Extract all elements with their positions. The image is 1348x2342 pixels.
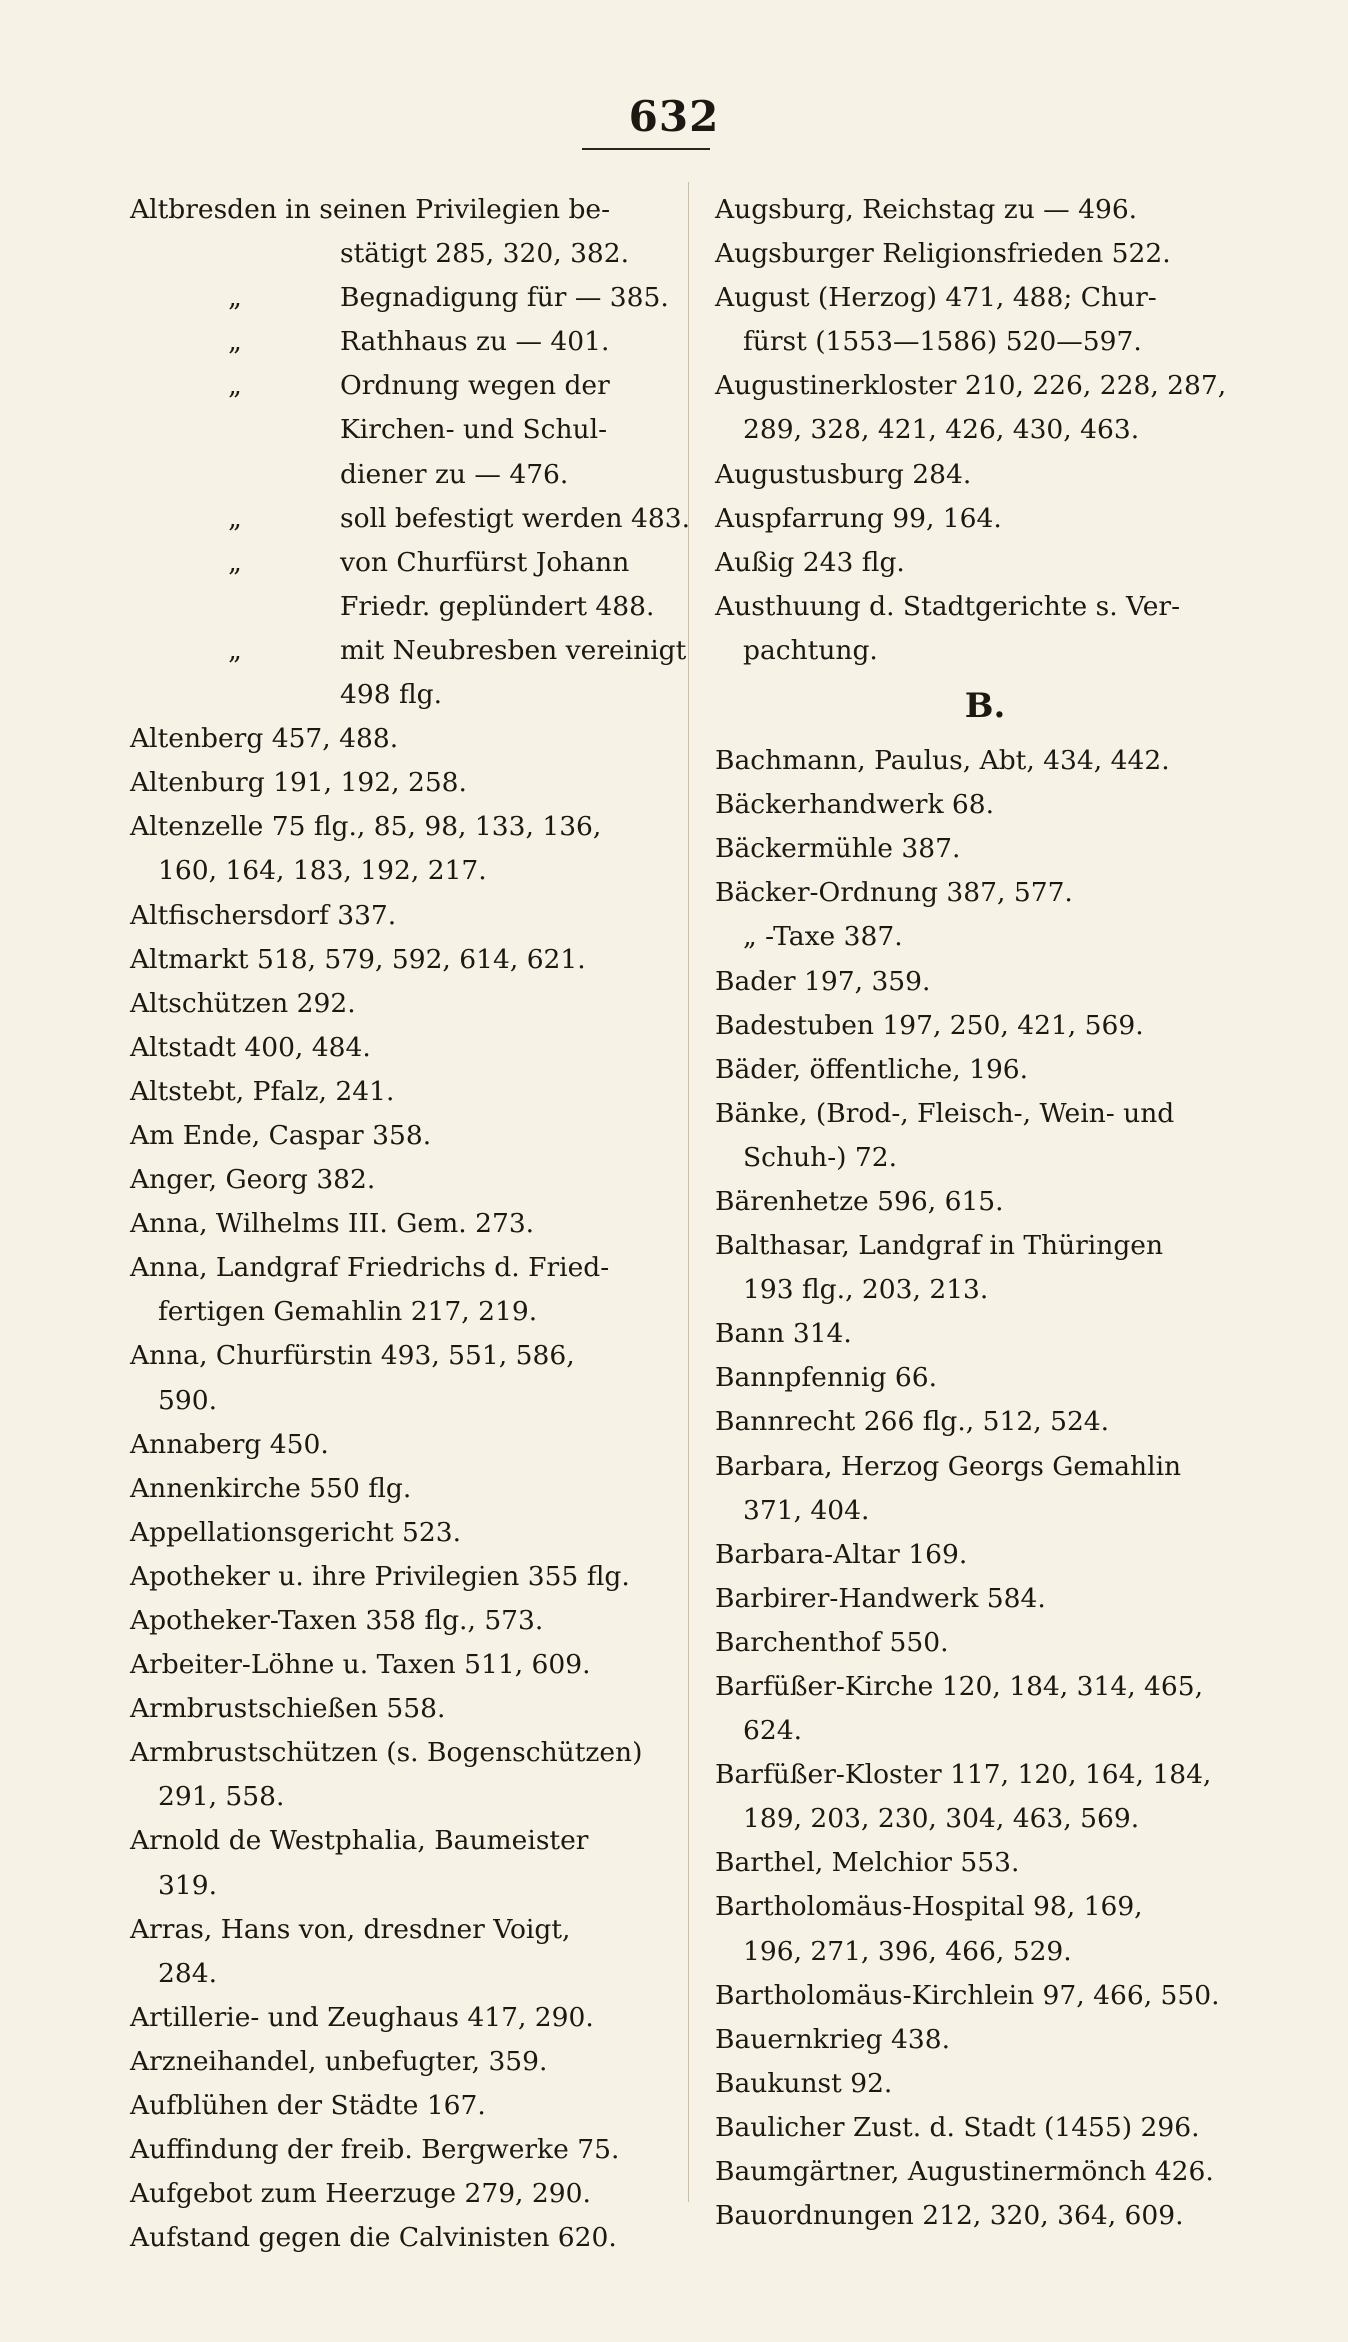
ditto-mark: „ xyxy=(228,546,242,578)
index-entry: Altbresden in seinen Privilegien be- xyxy=(130,194,611,225)
index-entry: Augsburg, Reichstag zu — 496. xyxy=(715,194,1138,225)
index-entry-continuation: 193 flg., 203, 213. xyxy=(743,1274,989,1306)
index-entry: August (Herzog) 471, 488; Chur- xyxy=(715,282,1157,314)
ditto-mark: „ xyxy=(228,634,242,666)
index-entry: Barfüßer-Kloster 117, 120, 164, 184, xyxy=(715,1759,1212,1791)
index-entry: Altstebt, Pfalz, 241. xyxy=(130,1075,395,1107)
index-entry: Baumgärtner, Augustinermönch 426. xyxy=(715,2156,1214,2188)
index-entry: Bartholomäus-Kirchlein 97, 466, 550. xyxy=(715,1979,1220,2011)
index-entry: Anna, Wilhelms III. Gem. 273. xyxy=(130,1208,535,1240)
index-entry: Armbrustschützen (s. Bogenschützen) xyxy=(130,1737,643,1769)
index-subentry xyxy=(130,364,670,408)
index-entry: Bänke, (Brod-, Fleisch-, Wein- und xyxy=(715,1097,1175,1129)
subentry-text: soll befestigt werden 483. xyxy=(340,502,690,534)
index-entry: Augustinerkloster 210, 226, 228, 287, xyxy=(715,370,1227,402)
index-entry: Bäckermühle 387. xyxy=(715,833,961,865)
index-entry: Auffindung der freib. Bergwerke 75. xyxy=(130,2134,620,2166)
index-entry: Bauordnungen 212, 320, 364, 609. xyxy=(715,2200,1184,2232)
index-subentry xyxy=(130,497,690,541)
index-subentry xyxy=(130,276,670,320)
index-entry-continuation: 624. xyxy=(743,1715,803,1747)
index-entry: Auspfarrung 99, 164. xyxy=(715,502,1002,534)
index-column-right xyxy=(715,188,1255,2238)
index-entry: Bann 314. xyxy=(715,1318,852,1350)
index-entry: Arras, Hans von, dresdner Voigt, xyxy=(130,1913,571,1945)
index-entry-continuation: 319. xyxy=(158,1869,218,1901)
index-entry: Appellationsgericht 523. xyxy=(130,1516,462,1548)
index-subentry xyxy=(130,541,670,585)
index-entry: Baukunst 92. xyxy=(715,2067,893,2099)
index-entry: Barchenthof 550. xyxy=(715,1626,949,1658)
ditto-mark: „ xyxy=(228,502,242,534)
index-entry: Altfischersdorf 337. xyxy=(130,899,397,931)
index-entry: Badestuben 197, 250, 421, 569. xyxy=(715,1009,1144,1041)
index-entry: Annaberg 450. xyxy=(130,1428,329,1460)
index-entry: Altschützen 292. xyxy=(130,987,356,1019)
index-entry-continuation: 498 flg. xyxy=(340,679,443,711)
index-entry: Altenberg 457, 488. xyxy=(130,723,399,755)
index-entry: Aufstand gegen die Calvinisten 620. xyxy=(130,2222,617,2254)
index-entry: Altstadt 400, 484. xyxy=(130,1031,371,1063)
index-entry: Annenkirche 550 flg. xyxy=(130,1472,412,1504)
ditto-mark: „ xyxy=(228,370,242,402)
index-entry: Austhuung d. Stadtgerichte s. Ver- xyxy=(715,590,1181,622)
index-entry: Arnold de Westphalia, Baumeister xyxy=(130,1825,589,1857)
index-entry-continuation: fürst (1553—1586) 520—597. xyxy=(743,326,1142,358)
index-entry: Augustusburg 284. xyxy=(715,458,972,490)
index-entry: Barbirer-Handwerk 584. xyxy=(715,1582,1046,1614)
index-entry-continuation: 289, 328, 421, 426, 430, 463. xyxy=(743,414,1140,446)
header-rule xyxy=(582,148,710,150)
index-entry: Balthasar, Landgraf in Thüringen xyxy=(715,1230,1164,1262)
index-entry: Altenzelle 75 flg., 85, 98, 133, 136, xyxy=(130,811,602,843)
index-entry-continuation: Kirchen- und Schul- xyxy=(340,414,608,446)
index-subentry xyxy=(130,320,670,364)
index-entry: Bartholomäus-Hospital 98, 169, xyxy=(715,1891,1143,1923)
index-entry: Arbeiter-Löhne u. Taxen 511, 609. xyxy=(130,1649,591,1681)
index-entry: Baulicher Zust. d. Stadt (1455) 296. xyxy=(715,2111,1200,2143)
index-entry-continuation: 284. xyxy=(158,1957,218,1989)
index-entry: Barthel, Melchior 553. xyxy=(715,1847,1020,1879)
index-entry: Bäder, öffentliche, 196. xyxy=(715,1053,1029,1085)
page-number: 632 xyxy=(628,92,720,141)
index-entry: Bader 197, 359. xyxy=(715,965,931,997)
index-entry: Bärenhetze 596, 615. xyxy=(715,1185,1004,1217)
ditto-mark: „ xyxy=(228,326,242,358)
subentry-text: Begnadigung für — 385. xyxy=(340,282,669,314)
index-entry-continuation: 291, 558. xyxy=(158,1781,285,1813)
index-entry: Anna, Churfürstin 493, 551, 586, xyxy=(130,1340,575,1372)
subentry-text: Rathhaus zu — 401. xyxy=(340,326,610,358)
index-entry: Apotheker-Taxen 358 flg., 573. xyxy=(130,1605,544,1636)
index-entry-continuation: 590. xyxy=(158,1384,218,1416)
index-entry: Bannrecht 266 flg., 512, 524. xyxy=(715,1406,1110,1438)
index-entry-continuation: 196, 271, 396, 466, 529. xyxy=(743,1935,1072,1967)
index-entry: Anger, Georg 382. xyxy=(130,1164,376,1196)
index-entry: Bäckerhandwerk 68. xyxy=(715,789,995,821)
index-entry-continuation: diener zu — 476. xyxy=(340,458,569,490)
index-entry: Augsburger Religionsfrieden 522. xyxy=(715,238,1171,270)
ditto-mark: „ xyxy=(228,282,242,314)
index-entry-continuation: 371, 404. xyxy=(743,1494,870,1526)
index-subentry xyxy=(130,629,687,673)
index-entry: Armbrustschießen 558. xyxy=(130,1693,446,1725)
index-entry: Artillerie- und Zeughaus 417, 290. xyxy=(130,2001,594,2033)
index-entry: Am Ende, Caspar 358. xyxy=(130,1119,432,1151)
index-entry-continuation: pachtung. xyxy=(743,634,878,666)
index-entry: Barfüßer-Kirche 120, 184, 314, 465, xyxy=(715,1671,1204,1702)
index-entry: Bäcker-Ordnung 387, 577. xyxy=(715,877,1073,909)
column-divider xyxy=(688,182,689,2202)
index-entry: Altmarkt 518, 579, 592, 614, 621. xyxy=(130,943,586,975)
subentry-text: mit Neubresben vereinigt xyxy=(340,634,687,666)
index-entry: Bachmann, Paulus, Abt, 434, 442. xyxy=(715,745,1170,777)
index-entry: Barbara-Altar 169. xyxy=(715,1538,968,1570)
index-entry: Aufgebot zum Heerzuge 279, 290. xyxy=(130,2178,591,2210)
index-entry: Altenburg 191, 192, 258. xyxy=(130,767,467,799)
index-entry-continuation: „ -Taxe 387. xyxy=(743,921,903,953)
index-entry-continuation: Friedr. geplündert 488. xyxy=(340,590,655,622)
index-entry-continuation: 189, 203, 230, 304, 463, 569. xyxy=(743,1803,1140,1835)
index-column-left xyxy=(130,188,690,2260)
index-entry: Bannpfennig 66. xyxy=(715,1362,938,1394)
subentry-text: von Churfürst Johann xyxy=(340,546,630,578)
index-entry: Außig 243 flg. xyxy=(715,546,905,578)
index-entry: Aufblühen der Städte 167. xyxy=(130,2090,486,2122)
index-entry-continuation: Schuh-) 72. xyxy=(743,1141,898,1173)
index-entry: Apotheker u. ihre Privilegien 355 flg. xyxy=(130,1560,630,1592)
index-entry-continuation: fertigen Gemahlin 217, 219. xyxy=(158,1296,538,1328)
index-entry: Arzneihandel, unbefugter, 359. xyxy=(130,2045,548,2077)
index-entry-continuation: stätigt 285, 320, 382. xyxy=(340,238,630,270)
subentry-text: Ordnung wegen der xyxy=(340,370,610,402)
index-entry: Bauernkrieg 438. xyxy=(715,2023,951,2055)
letter-heading: B. xyxy=(964,686,1006,727)
index-entry: Barbara, Herzog Georgs Gemahlin xyxy=(715,1450,1182,1482)
index-entry: Anna, Landgraf Friedrichs d. Fried- xyxy=(130,1252,610,1284)
index-entry-continuation: 160, 164, 183, 192, 217. xyxy=(158,855,487,887)
